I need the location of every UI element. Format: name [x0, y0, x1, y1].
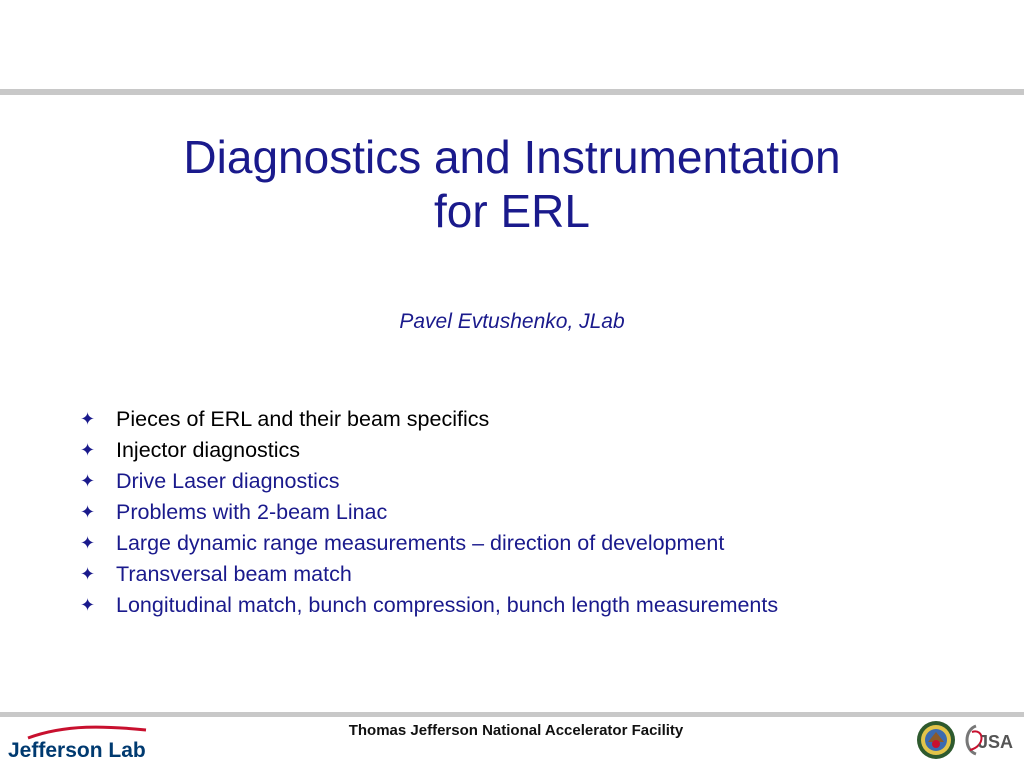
bullet-item: [80, 404, 778, 435]
four-point-star-icon: ✦: [80, 595, 96, 615]
title-line-1: Diagnostics and Instrumentation: [183, 131, 841, 183]
bullet-item: [80, 497, 778, 528]
four-point-star-icon: ✦: [80, 533, 96, 553]
bullet-text: Injector diagnostics: [116, 438, 301, 462]
bullet-list: [80, 404, 778, 621]
slide-title: [0, 130, 1024, 238]
four-point-star-icon: ✦: [80, 409, 96, 429]
jsa-text: JSA: [978, 732, 1014, 752]
jsa-logo: [962, 720, 1020, 760]
bullet-item: [80, 590, 778, 621]
four-point-star-icon: ✦: [80, 502, 96, 522]
bullet-text: Large dynamic range measurements – direction of development: [116, 531, 725, 555]
four-point-star-icon: ✦: [80, 440, 96, 460]
bullet-text: Problems with 2-beam Linac: [116, 500, 388, 524]
title-line-2: for ERL: [434, 185, 590, 237]
bullet-text: Longitudinal match, bunch compression, bunch length measurements: [116, 593, 779, 617]
bullet-item: [80, 435, 778, 466]
facility-name: Thomas Jefferson National Accelerator Facility: [348, 722, 684, 739]
bullet-item: [80, 466, 778, 497]
logo-text: Jefferson Lab: [8, 739, 146, 762]
four-point-star-icon: ✦: [80, 471, 96, 491]
four-point-star-icon: ✦: [80, 564, 96, 584]
top-divider: [0, 89, 1024, 95]
doe-seal-icon: [916, 720, 956, 760]
bottom-divider: [0, 712, 1024, 717]
bullet-text: Transversal beam match: [116, 562, 352, 586]
bullet-item: [80, 528, 778, 559]
bullet-text: Pieces of ERL and their beam specifics: [116, 407, 490, 431]
bullet-text: Drive Laser diagnostics: [116, 469, 340, 493]
bullet-item: [80, 559, 778, 590]
author-line: Pavel Evtushenko, JLab: [399, 310, 625, 333]
